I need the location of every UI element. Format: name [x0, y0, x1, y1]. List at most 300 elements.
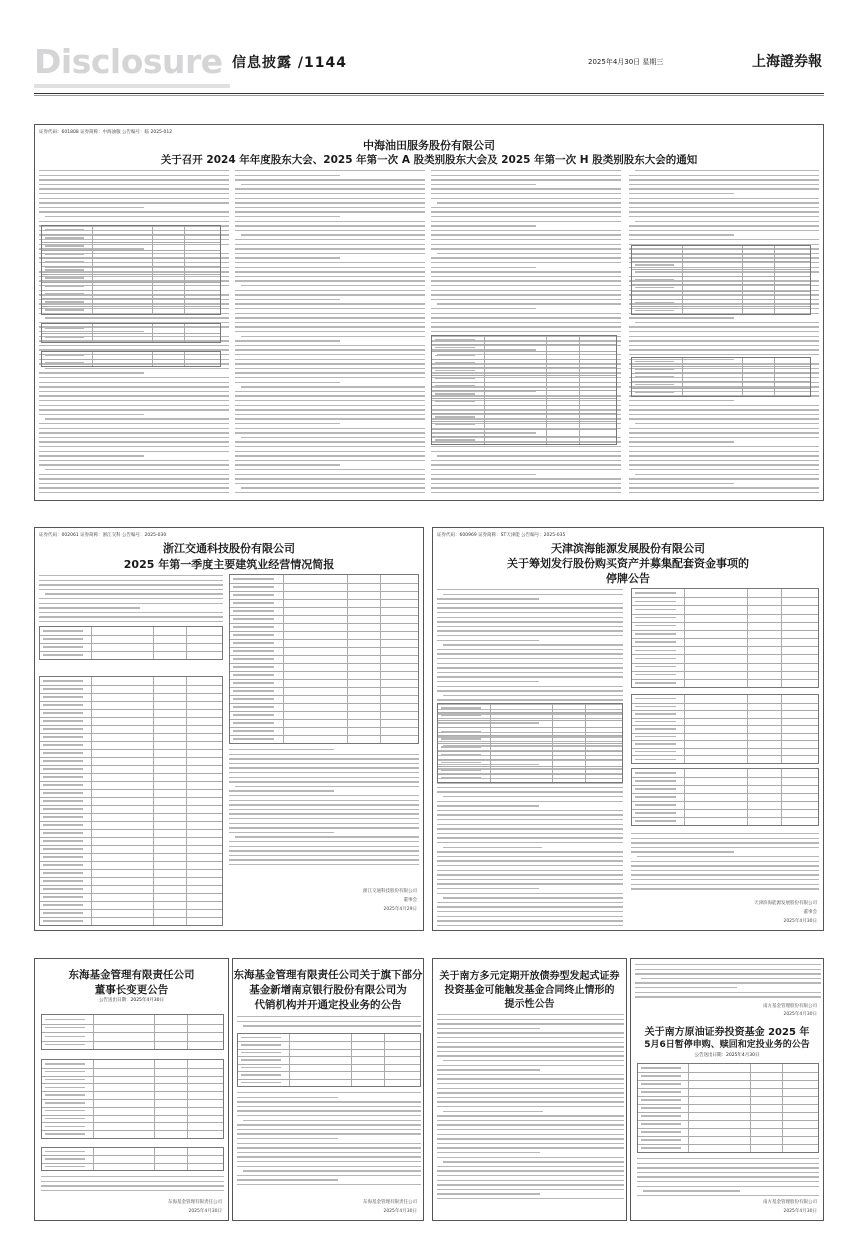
table-cell-text [635, 674, 676, 675]
table-col-divider [154, 1148, 155, 1170]
text-line [39, 221, 229, 222]
table-row-divider [632, 663, 818, 664]
text-line [237, 1110, 421, 1111]
table-row-divider [230, 711, 418, 712]
text-line [39, 598, 223, 599]
text-line [235, 395, 425, 396]
table-cell-text [635, 249, 674, 250]
text-line [629, 432, 819, 433]
text-line [437, 856, 623, 857]
table-row-divider [230, 687, 418, 688]
text-line [437, 1097, 624, 1098]
text-line [431, 487, 621, 488]
table-row-divider [432, 390, 616, 391]
text-line [237, 1101, 421, 1102]
table-cell-text [435, 401, 475, 402]
table-row-divider [40, 685, 222, 686]
text-line [235, 418, 425, 419]
text-line [437, 1152, 540, 1153]
table-row-divider [40, 837, 222, 838]
table-row-divider [632, 733, 818, 734]
table-row-divider [638, 1128, 818, 1129]
table-row-divider [40, 757, 222, 758]
voting-table-small [41, 323, 221, 343]
table-col-divider [682, 246, 683, 314]
text-line [631, 884, 819, 885]
notice-title-line-1: 关于南方多元定期开放债券型发起式证券 [439, 971, 620, 982]
table-cell-text [233, 690, 274, 691]
continued-text [635, 963, 821, 1001]
text-line [431, 267, 536, 268]
text-line [45, 317, 229, 318]
text-line [431, 326, 621, 327]
text-line [437, 1106, 624, 1107]
text-line [229, 841, 419, 842]
text-line [629, 225, 819, 226]
text-line [39, 345, 229, 346]
new-chairman-table [41, 1059, 224, 1139]
text-line [39, 377, 229, 378]
table-row-divider [438, 759, 622, 760]
table-row-divider [632, 366, 810, 367]
text-line [629, 409, 819, 410]
table-cell-text [635, 812, 676, 813]
text-line [437, 1046, 624, 1047]
table-cell-text [43, 630, 83, 631]
table-row-divider [432, 421, 616, 422]
text-line [437, 791, 623, 792]
text-line [237, 1138, 338, 1139]
text-line [235, 175, 340, 176]
table-cell-text [435, 432, 475, 433]
text-line [235, 354, 425, 355]
text-line [631, 838, 819, 839]
text-line [243, 1170, 421, 1171]
text-line [629, 354, 819, 355]
table-cell-text [635, 376, 674, 377]
table-row-divider [40, 893, 222, 894]
table-cell-text [43, 776, 83, 777]
text-line [237, 1106, 421, 1107]
table-row-divider [40, 813, 222, 814]
table-row-divider [230, 671, 418, 672]
table-cell-text [635, 736, 676, 737]
table-row-divider [632, 638, 818, 639]
table-row-divider [42, 1099, 223, 1100]
text-line [437, 828, 623, 829]
table-row-divider [632, 817, 818, 818]
table-cell-text [635, 804, 676, 805]
text-line [437, 1134, 624, 1135]
table-cell-text [45, 1126, 85, 1127]
table-cell-text [435, 370, 475, 371]
signature-board: 董事会 [403, 898, 417, 903]
table-row-divider [42, 234, 220, 235]
notice-nanfang-crude-oil [630, 958, 824, 1221]
text-line [235, 262, 425, 263]
table-cell-text [241, 1059, 281, 1060]
text-line [431, 313, 621, 314]
signature-company: 东海基金管理有限责任公司 [168, 1200, 222, 1205]
text-line [437, 925, 623, 926]
table-row-divider [230, 599, 418, 600]
text-line [437, 1032, 624, 1033]
text-line [39, 423, 229, 424]
table-cell-text [635, 369, 674, 370]
table-cell-text [635, 294, 674, 295]
table-cell-text [635, 384, 674, 385]
text-line [235, 294, 425, 295]
table-row-divider [632, 254, 810, 255]
text-line [39, 487, 229, 488]
text-line [629, 211, 819, 212]
text-line [235, 464, 340, 465]
table-cell-text [45, 1102, 85, 1103]
notice-title-line-2: 停牌公告 [606, 572, 650, 585]
text-line [237, 1124, 421, 1125]
table-cell-text [233, 578, 274, 579]
text-line [229, 777, 419, 778]
text-line [635, 221, 819, 222]
table-row-divider [438, 727, 622, 728]
text-line [629, 336, 819, 337]
text-line [631, 833, 819, 834]
text-line [431, 179, 621, 180]
text-line [41, 1181, 224, 1182]
table-col-divider [682, 358, 683, 396]
table-row-divider [438, 774, 622, 775]
text-line [431, 221, 621, 222]
table-cell-text [45, 1071, 85, 1072]
text-line [631, 842, 819, 843]
table-cell-text [635, 601, 676, 602]
text-line [229, 827, 419, 828]
text-line [437, 630, 623, 631]
table-cell-text [635, 728, 676, 729]
text-line [629, 340, 819, 341]
text-line [437, 253, 621, 254]
text-line [629, 478, 819, 479]
text-line [431, 271, 621, 272]
text-line [237, 1092, 421, 1093]
table-row-divider [40, 773, 222, 774]
cumulative-vote-table-2 [631, 357, 811, 397]
table-row-divider [40, 789, 222, 790]
text-line [431, 207, 621, 208]
text-line [235, 179, 425, 180]
text-line [235, 322, 425, 323]
table-row-divider [42, 266, 220, 267]
text-line [635, 322, 819, 323]
table-cell-text [635, 633, 676, 634]
text-line [235, 359, 425, 360]
table-row-divider [230, 655, 418, 656]
text-line [235, 460, 425, 461]
text-line [235, 303, 425, 304]
text-line [39, 372, 144, 373]
text-line [229, 846, 419, 847]
table-col-divider [774, 246, 775, 314]
text-line [431, 170, 621, 171]
text-line [237, 1115, 421, 1116]
logo-underline [34, 84, 230, 88]
table-cell-text [435, 339, 475, 340]
text-line [437, 801, 623, 802]
table-row-divider [632, 748, 818, 749]
text-line [629, 331, 819, 332]
text-line [437, 814, 623, 815]
table-cell-text [641, 1091, 681, 1092]
table-cell-text [43, 752, 83, 753]
text-line [39, 607, 140, 608]
table-cell-text [43, 784, 83, 785]
newspaper-name: 上海證券報 [752, 54, 822, 70]
table-row-divider [40, 709, 222, 710]
text-line [235, 248, 425, 249]
text-line [235, 308, 425, 309]
table-row-divider [638, 1144, 818, 1145]
text-line [235, 193, 425, 194]
table-row-divider [230, 703, 418, 704]
table-row-divider [230, 583, 418, 584]
text-line [437, 598, 539, 599]
text-line [235, 188, 425, 189]
text-line [437, 1092, 624, 1093]
notice-tianjin [432, 527, 824, 931]
table-col-divider [154, 1060, 155, 1138]
table-row-divider [632, 284, 810, 285]
table-cell-text [43, 872, 83, 873]
table-cell-text [635, 609, 676, 610]
table-cell-text [641, 1099, 681, 1100]
text-line [437, 870, 623, 871]
text-line [437, 455, 621, 456]
text-line [431, 193, 621, 194]
notice-title-line-3: 代销机构并开通定投业务的公告 [254, 999, 402, 1011]
text-line [629, 317, 734, 318]
text-line [39, 483, 229, 484]
text-line [235, 230, 425, 231]
table-row-divider [432, 398, 616, 399]
table-row-divider [40, 635, 222, 636]
table-col-divider [747, 769, 748, 825]
text-line [237, 1021, 421, 1022]
text-line [437, 879, 623, 880]
text-line [437, 1019, 624, 1020]
voting-table-h [41, 351, 221, 367]
table-col-divider [781, 589, 782, 687]
text-line [235, 340, 340, 341]
table-row-divider [438, 735, 622, 736]
table-col-divider [186, 627, 187, 659]
table-cell-text [441, 715, 481, 716]
table-cell-text [43, 696, 83, 697]
table-col-divider [152, 324, 153, 342]
text-line [39, 414, 144, 415]
table-col-divider [152, 226, 153, 314]
text-line [437, 1074, 624, 1075]
table-col-divider [187, 1015, 188, 1049]
text-line [241, 184, 425, 185]
table-cell-text [45, 245, 84, 246]
text-line [39, 409, 229, 410]
table-cell-text [435, 393, 475, 394]
text-line [229, 823, 419, 824]
table-cell-text [435, 385, 475, 386]
table-cell-text [233, 626, 274, 627]
table-cell-text [45, 1133, 85, 1134]
table-cell-text [43, 704, 83, 705]
text-line [235, 331, 425, 332]
table-col-divider [742, 358, 743, 396]
notice-title: 关于召开 2024 年年度股东大会、2025 年第一次 A 股类别股东大会及 2025 年第一次 H 股类别股东大会的通知 [160, 154, 698, 166]
text-line [431, 175, 621, 176]
proxy-form-table [431, 335, 617, 445]
text-line [229, 864, 419, 865]
text-line [41, 1176, 224, 1177]
table-row-divider [632, 785, 818, 786]
table-cell-text [641, 1123, 681, 1124]
text-line [235, 469, 425, 470]
table-row-divider [438, 743, 622, 744]
table-cell-text [635, 706, 676, 707]
table-row-divider [40, 861, 222, 862]
text-line [39, 575, 223, 576]
body-col-3 [431, 169, 621, 497]
table-cell-text [233, 722, 274, 723]
table-cell-text [45, 293, 84, 294]
table-cell-text [43, 864, 83, 865]
text-line [431, 478, 621, 479]
text-line [635, 964, 821, 965]
text-line [635, 973, 821, 974]
text-line [39, 580, 223, 581]
table-col-divider [184, 226, 185, 314]
table-cell-text [233, 674, 274, 675]
text-line [229, 818, 419, 819]
table-cell-text [45, 1110, 85, 1111]
text-line [39, 391, 229, 392]
table-cell-text [635, 682, 676, 683]
text-line [39, 179, 229, 180]
text-line [629, 441, 734, 442]
table-row-divider [40, 853, 222, 854]
text-line [235, 441, 425, 442]
table-col-divider [684, 695, 685, 763]
text-line [637, 1158, 819, 1159]
table-row-divider [42, 333, 220, 334]
table-cell-text [45, 1036, 85, 1037]
text-line [229, 790, 334, 791]
text-line [631, 879, 819, 880]
notice-title-line-3: 提示性公告 [504, 999, 555, 1010]
text-line [437, 681, 539, 682]
table-row-divider [632, 605, 818, 606]
text-line [229, 749, 334, 750]
table-cell-text [43, 654, 83, 655]
table-cell-text [43, 896, 83, 897]
text-line [437, 1083, 624, 1084]
text-line [235, 836, 419, 837]
text-line [437, 911, 623, 912]
text-line [235, 349, 425, 350]
text-line [235, 483, 425, 484]
text-line [637, 1167, 819, 1168]
text-line [437, 1115, 624, 1116]
text-line [39, 616, 223, 617]
notice-title-line-2: 基金新增南京银行股份有限公司为 [249, 984, 407, 996]
table-col-divider [187, 1148, 188, 1170]
text-line [237, 1143, 421, 1144]
table-row-divider [40, 765, 222, 766]
text-line [229, 832, 334, 833]
table-row-divider [632, 703, 818, 704]
table-row-divider [40, 829, 222, 830]
table-cell-text [45, 1166, 85, 1167]
text-line [237, 1016, 421, 1017]
text-line [39, 432, 229, 433]
table-cell-text [45, 337, 84, 338]
text-line [629, 418, 819, 419]
text-line [235, 211, 425, 212]
text-line [39, 395, 229, 396]
table-row-divider [238, 1041, 420, 1042]
text-line [235, 313, 425, 314]
text-line [235, 391, 425, 392]
table-row-divider [42, 242, 220, 243]
table-cell-text [233, 610, 274, 611]
disclosure-logo: Disclosure [34, 42, 223, 81]
text-line [237, 1129, 421, 1130]
table-row-divider [230, 695, 418, 696]
table-row-divider [40, 749, 222, 750]
table-row-divider [632, 654, 818, 655]
intro-text [237, 1015, 421, 1031]
text-line [437, 1147, 624, 1148]
table-row-divider [42, 258, 220, 259]
table-cell-text [641, 1083, 681, 1084]
table-row-divider [632, 710, 818, 711]
table-row-divider [432, 429, 616, 430]
text-line [235, 239, 425, 240]
table-row-divider [632, 718, 818, 719]
text-line [437, 1028, 540, 1029]
table-row-divider [40, 781, 222, 782]
table-row-divider [42, 1107, 223, 1108]
table-row-divider [40, 693, 222, 694]
text-line [437, 699, 623, 700]
text-line [629, 198, 819, 199]
table-col-divider [184, 324, 185, 342]
text-line [437, 1198, 624, 1199]
table-row-divider [438, 766, 622, 767]
table-cell-text [635, 796, 676, 797]
table-cell-text [233, 642, 274, 643]
table-cell-text [45, 328, 84, 329]
text-line [431, 285, 621, 286]
table-cell-text [441, 777, 481, 778]
text-line [437, 883, 623, 884]
text-line [431, 294, 621, 295]
body-col-1 [39, 574, 223, 624]
text-line [437, 1069, 540, 1070]
text-line [229, 813, 419, 814]
text-line [637, 1195, 819, 1196]
table-cell-text [233, 706, 274, 707]
table-row-divider [42, 1032, 223, 1033]
table-cell-text [45, 237, 84, 238]
table-col-divider [781, 769, 782, 825]
